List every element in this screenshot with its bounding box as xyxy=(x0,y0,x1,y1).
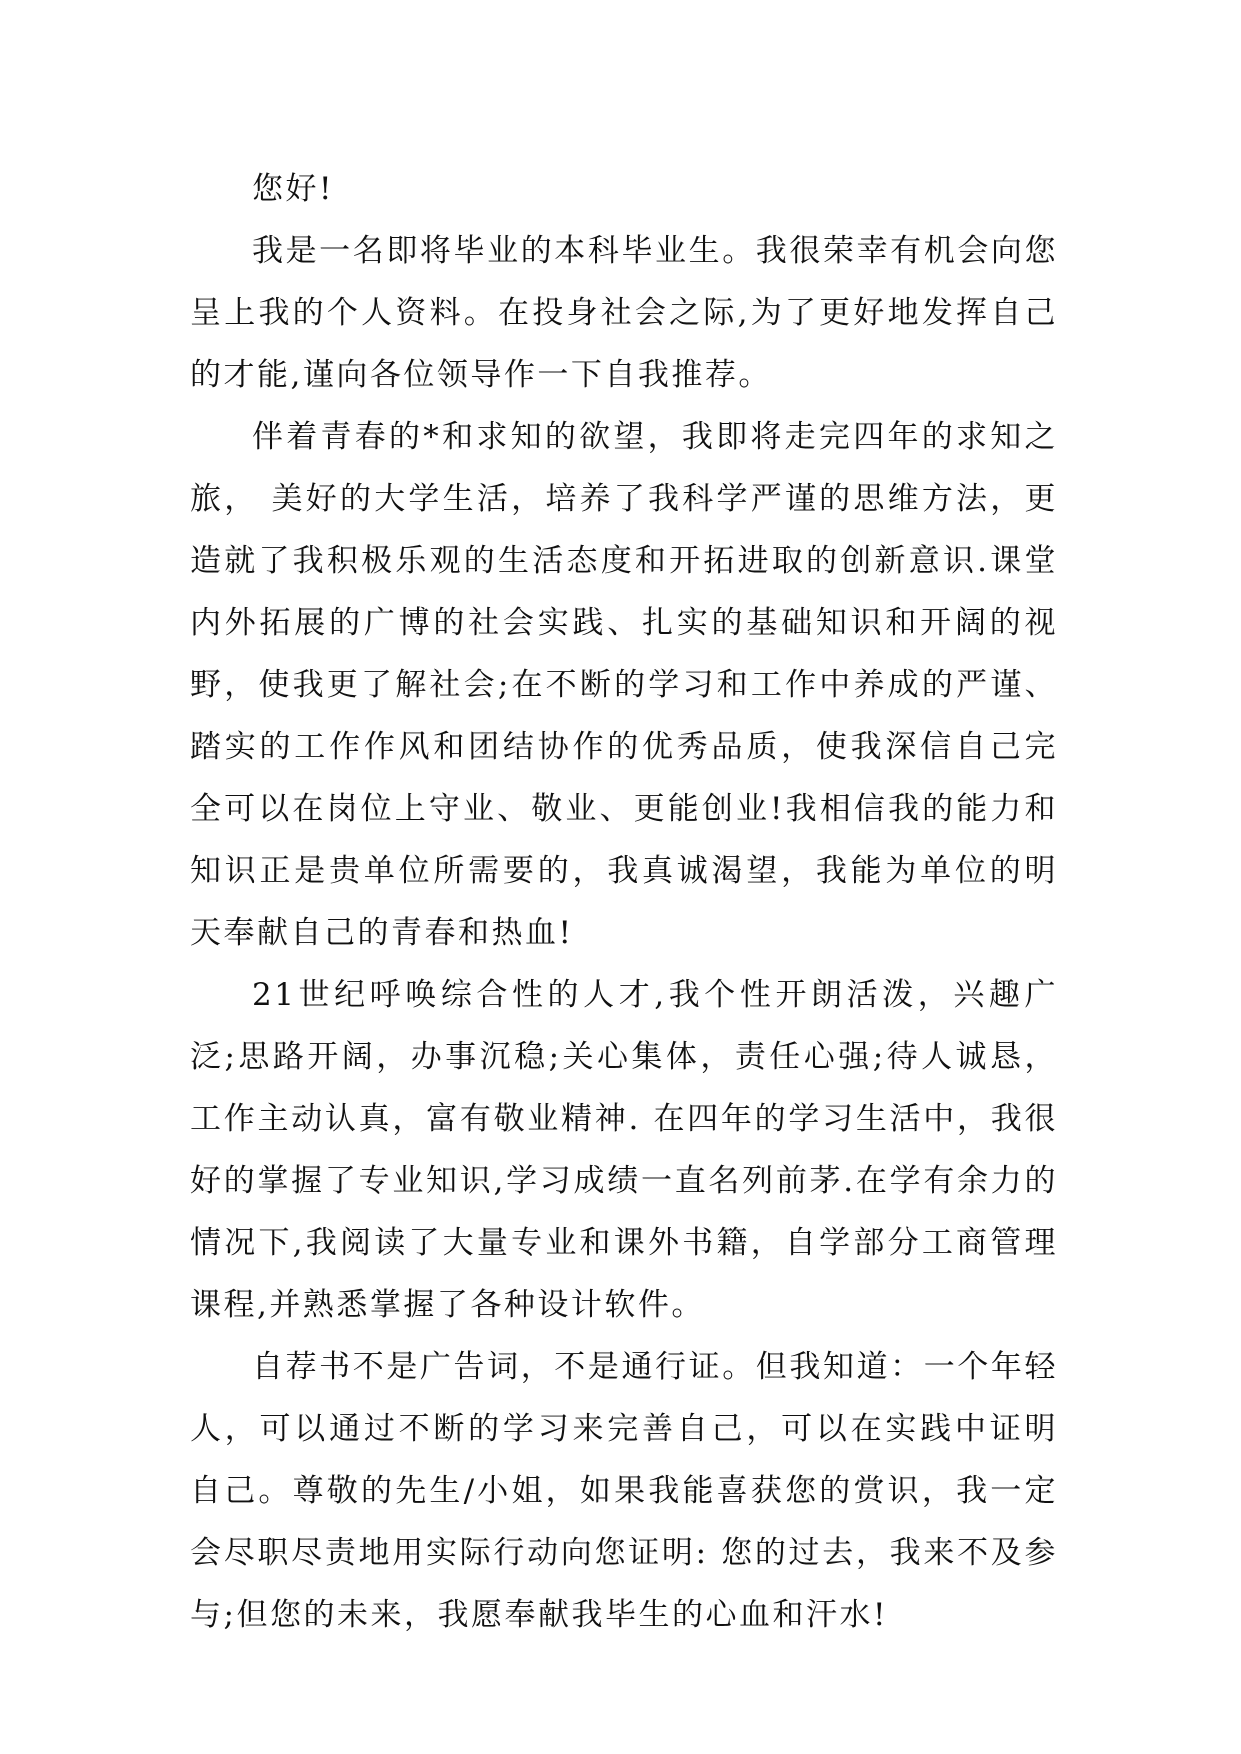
personal-qualities-paragraph: 21世纪呼唤综合性的人才,我个性开朗活泼，兴趣广泛;思路开阔，办事沉稳;关心集体，责任心强;待人诚恳，工作主动认真，富有敬业精神. 在四年的学习生活中，我很好的掌握了专业知识,学习成绩一直名列前茅.在学有余力的情况下,我阅读了大量专业和课外书籍，自学部分工商管理课程,并熟悉掌握了各种设计软件。 xyxy=(190,977,1058,1323)
closing-paragraph: 自荐书不是广告词，不是通行证。但我知道：一个年轻人，可以通过不断的学习来完善自己，可以在实践中证明自己。尊敬的先生/小姐，如果我能喜获您的赏识，我一定会尽职尽责地用实际行动向您证明: 您的过去，我来不及参与;但您的未来，我愿奉献我毕生的心血和汗水! xyxy=(190,1349,1058,1633)
letter-body xyxy=(190,158,1058,1646)
university-experience-paragraph: 伴着青春的*和求知的欲望，我即将走完四年的求知之旅， 美好的大学生活，培养了我科学严谨的思维方法，更造就了我积极乐观的生活态度和开拓进取的创新意识.课堂内外拓展的广博的社会实践、扎实的基础知识和开阔的视野，使我更了解社会;在不断的学习和工作中养成的严谨、踏实的工作作风和团结协作的优秀品质，使我深信自己完全可以在岗位上守业、敬业、更能创业!我相信我的能力和知识正是贵单位所需要的，我真诚渴望，我能为单位的明天奉献自己的青春和热血! xyxy=(190,419,1058,951)
intro-paragraph: 我是一名即将毕业的本科毕业生。我很荣幸有机会向您呈上我的个人资料。在投身社会之际,为了更好地发挥自己的才能,谨向各位领导作一下自我推荐。 xyxy=(190,233,1058,393)
greeting-paragraph: 您好! xyxy=(252,171,334,207)
